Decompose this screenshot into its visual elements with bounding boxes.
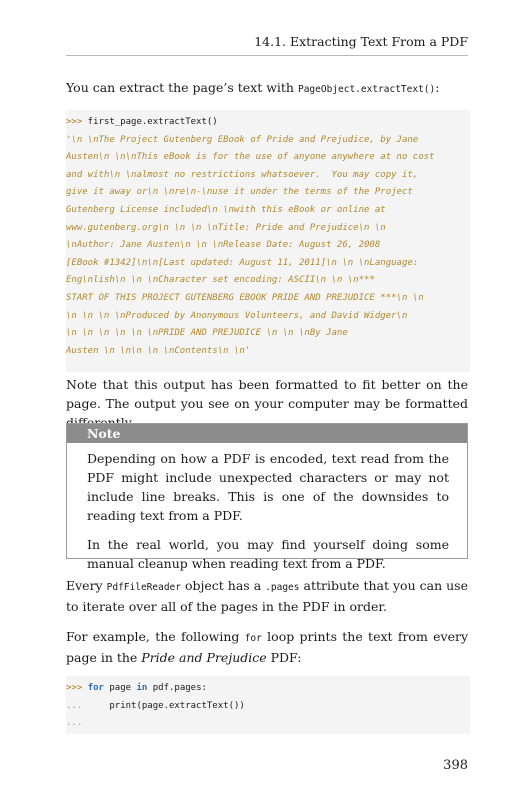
text-span: Every bbox=[66, 578, 107, 593]
note-box bbox=[66, 423, 468, 571]
class-name-code: PdfFileReader bbox=[106, 582, 181, 593]
format-note-paragraph: Note that this output has been formatted to fit better on the page. The output you see on your computer may be formatted bbox=[66, 377, 468, 411]
prompt-marker: >>> bbox=[66, 117, 83, 127]
note-title: Note bbox=[67, 424, 467, 443]
continuation-marker: ... bbox=[66, 700, 83, 711]
code-output-line: \n \n \n \n \n \nPRIDE AND PREJUDICE \n \n \nBy Jane bbox=[66, 328, 348, 339]
running-header: 14.1. Extracting Text From a PDF bbox=[66, 34, 468, 56]
code-command-line bbox=[66, 114, 470, 132]
code-block-for-loop bbox=[66, 676, 470, 734]
code-output-line: give it away or\n \nre\n-\nuse it under the terms of the Project bbox=[66, 187, 413, 198]
code-output-line: Eng\nlish\n \n \nCharacter set encoding: ASCII\n \n \n*** bbox=[66, 275, 375, 286]
continuation-marker: ... bbox=[66, 718, 83, 729]
code-output-line: Austen\n \n\nThis eBook is for the use of anyone anywhere at no cost bbox=[66, 152, 435, 163]
keyword-in: in bbox=[136, 683, 148, 693]
code-output-line: and with\n \nalmost no restrictions whatsoever. You may copy it, bbox=[66, 169, 419, 180]
intro-paragraph bbox=[66, 78, 468, 99]
loop-iterable: pdf.pages: bbox=[147, 683, 207, 693]
note-paragraph-1: Depending on how a PDF is encoded, text read from the PDF might include unexpected characters or may not include line breaks. This is one of the downsides to reading text from a PDF. bbox=[87, 451, 449, 523]
attribute-code: .pages bbox=[265, 582, 300, 593]
keyword-code: for bbox=[244, 633, 262, 644]
code-line-for bbox=[66, 680, 470, 698]
loop-body: print(page.extractText()) bbox=[82, 700, 245, 711]
code-output-line: '\n \nThe Project Gutenberg EBook of Pride and Prejudice, by Jane bbox=[66, 134, 419, 145]
code-output-line: START OF THIS PROJECT GUTENBERG EBOOK PRIDE AND PREJUDICE ***\n \n bbox=[66, 292, 424, 303]
prompt-marker: >>> bbox=[66, 683, 83, 693]
intro-method-code: PageObject.extractText() bbox=[297, 84, 436, 95]
text-span: attribute that you can use to iterate over all of the pages in the PDF in order. bbox=[66, 578, 468, 614]
code-output-line: \n \n \n \nProduced by Anonymous Volunteers, and David Widger\n bbox=[66, 310, 408, 321]
code-block-extract-text bbox=[66, 110, 470, 372]
code-output-line: \nAuthor: Jane Austen\n \n \nRelease Date: August 26, 2008 bbox=[66, 240, 381, 251]
code-line-body bbox=[66, 698, 470, 716]
code-output-line: Gutenberg License included\n \nwith this eBook or online at bbox=[66, 204, 386, 215]
code-line-end bbox=[66, 715, 470, 733]
note-paragraph-2: In the real world, you may find yourself doing some manual cleanup when reading text from a PDF. bbox=[87, 537, 449, 571]
code-output-line: Austen \n \n\n \n \nContents\n \n' bbox=[66, 345, 251, 356]
note-body bbox=[67, 443, 467, 573]
book-title: Pride and Prejudice bbox=[141, 650, 267, 665]
page-number: 398 bbox=[443, 758, 468, 773]
text-span: For example, the following bbox=[66, 629, 245, 644]
text-span: object has a bbox=[180, 578, 266, 593]
for-loop-paragraph bbox=[66, 627, 468, 667]
pages-attribute-paragraph bbox=[66, 576, 468, 616]
text-span: PDF: bbox=[266, 650, 302, 665]
code-command: first_page.extractText() bbox=[82, 117, 218, 127]
code-output-line: [EBook #1342]\n\n[Last updated: August 11, 2011]\n \n \nLanguage: bbox=[66, 257, 419, 268]
intro-text: You can extract the page’s text with bbox=[66, 80, 298, 95]
loop-variable: page bbox=[103, 683, 137, 693]
keyword-for: for bbox=[87, 683, 104, 693]
code-output-line: www.gutenberg.org\n \n \n \nTitle: Pride and Prejudice\n \n bbox=[66, 222, 386, 233]
intro-colon: : bbox=[435, 80, 440, 95]
text-span: loop prints the text from every page in the bbox=[66, 629, 468, 665]
